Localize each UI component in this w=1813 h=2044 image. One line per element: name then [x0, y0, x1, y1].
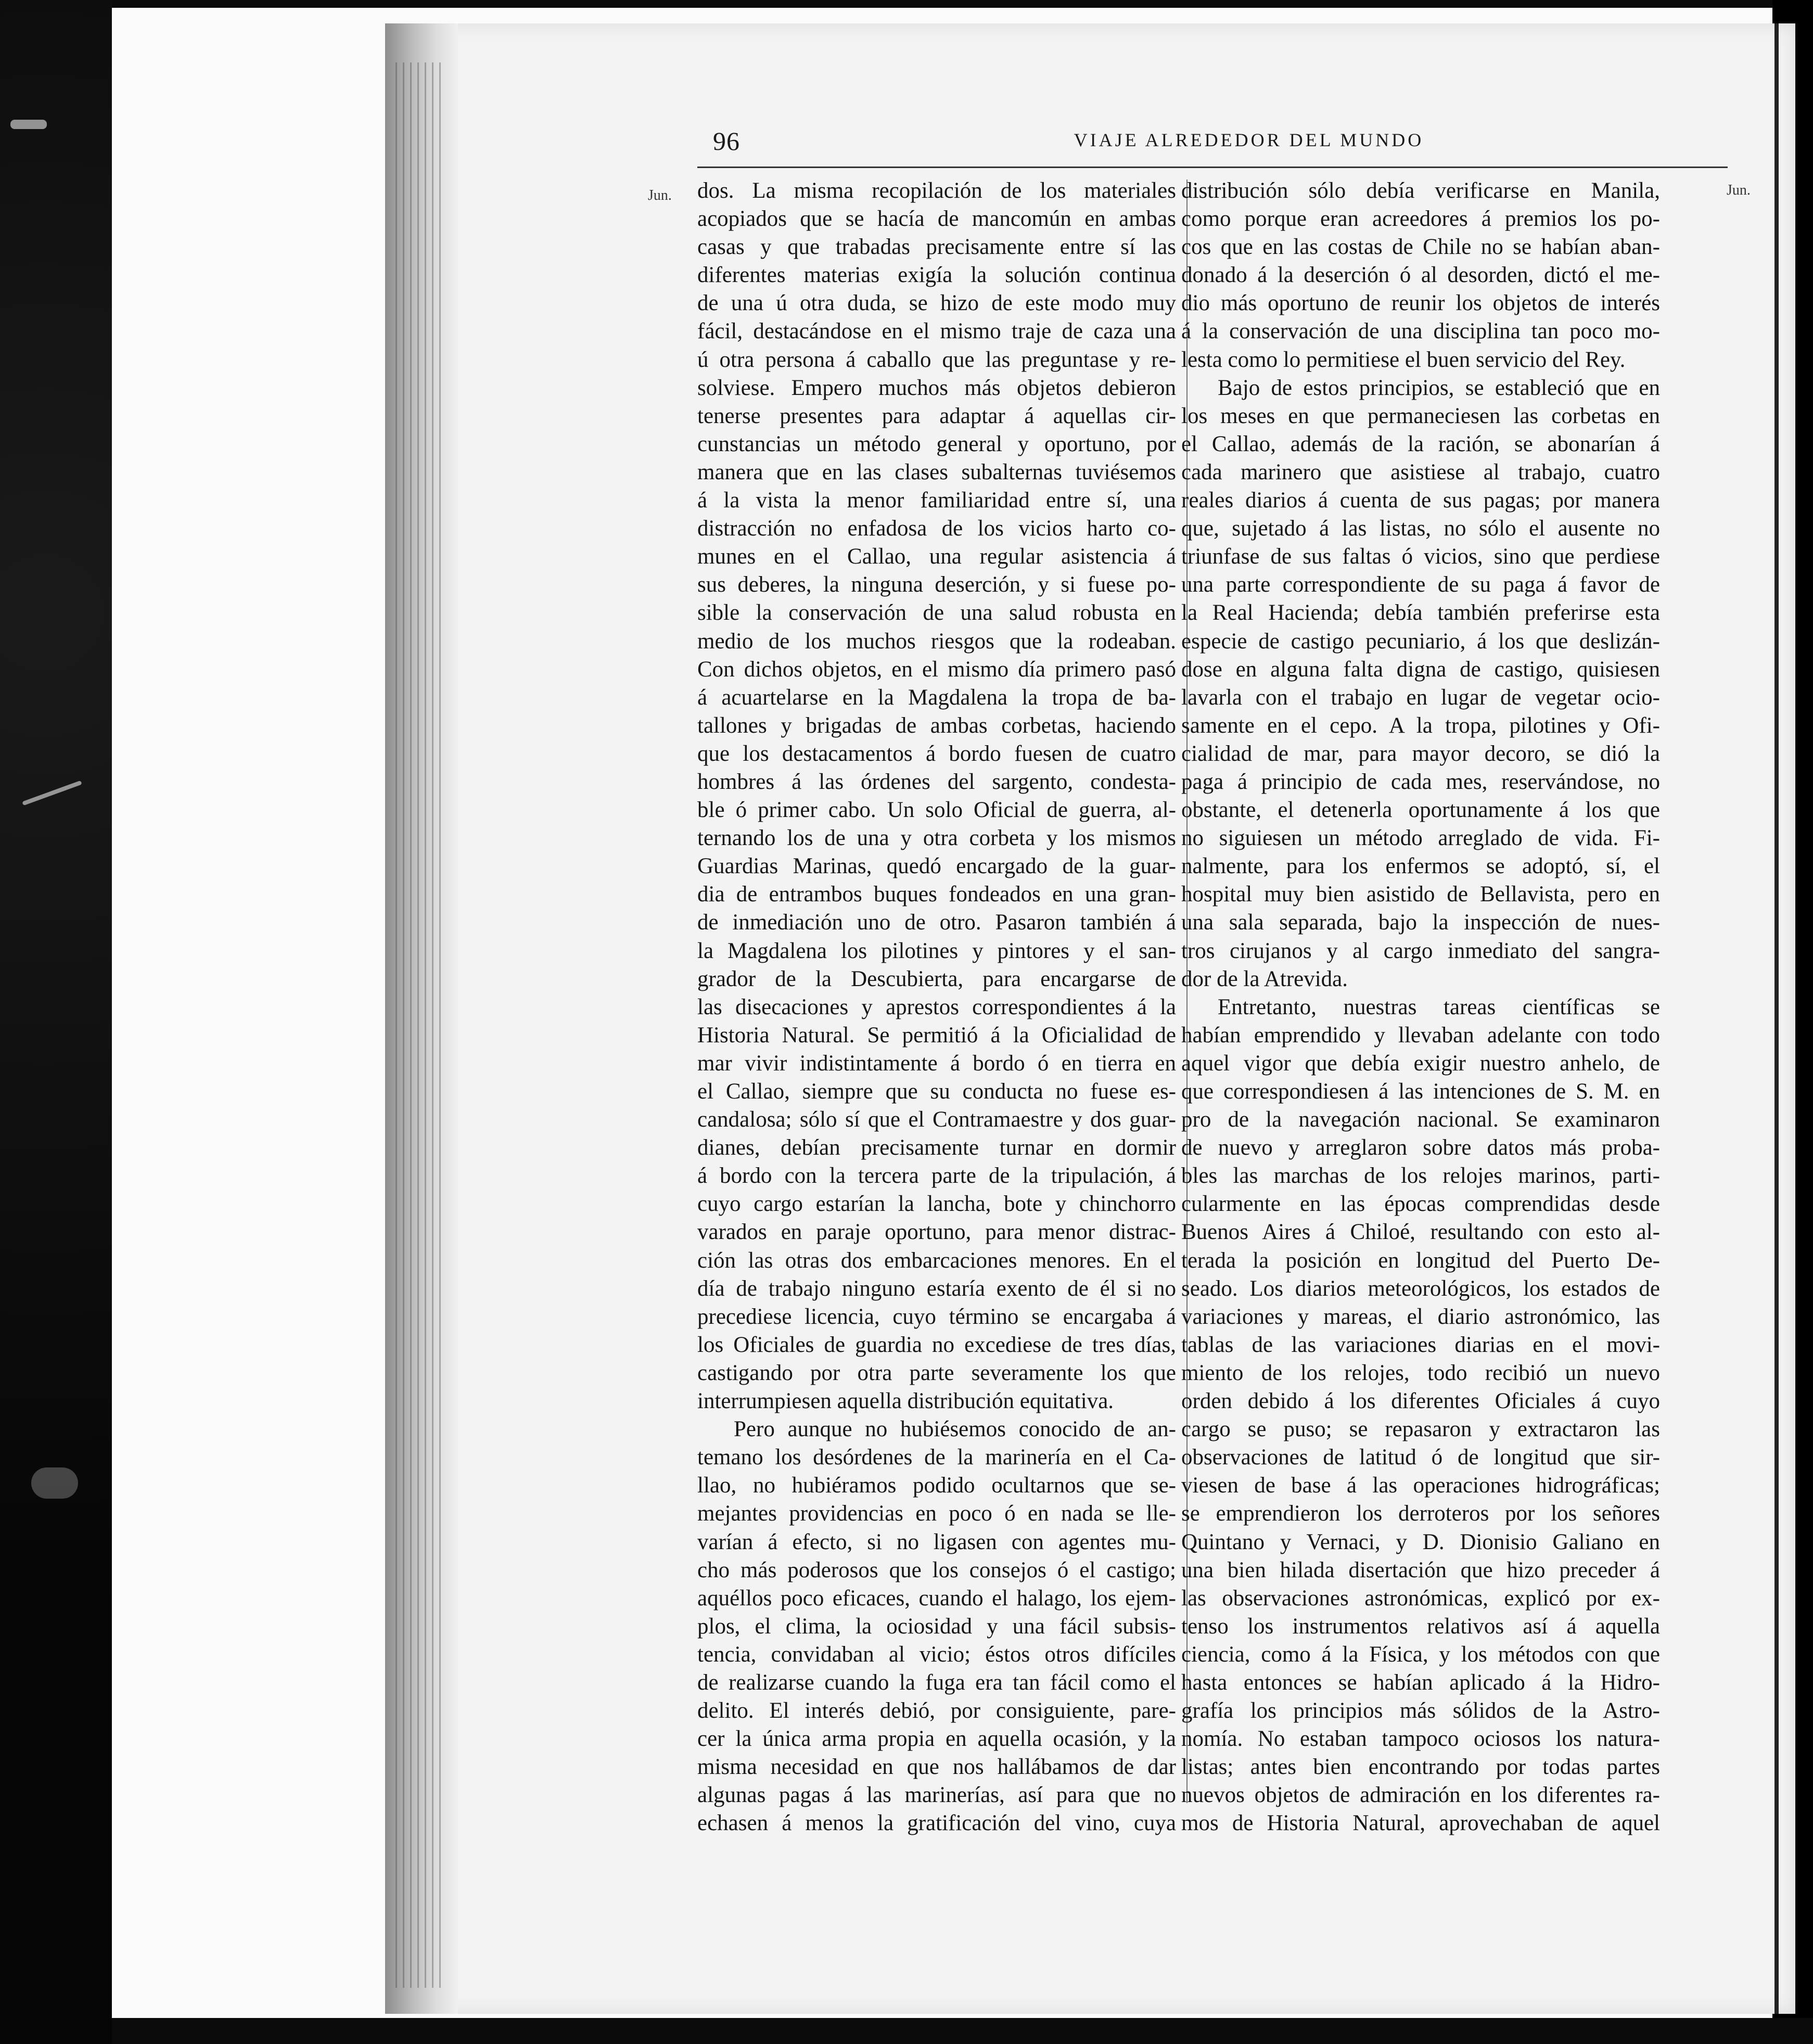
text-line: que, sujetado á las listas, no sólo el ausente no — [1181, 516, 1660, 541]
text-line: las observaciones astronómicas, explicó por ex- — [1181, 1586, 1660, 1611]
text-line: ción las otras dos embarcaciones menores. En el — [697, 1248, 1176, 1273]
text-line: que los destacamentos á bordo fuesen de cuatro — [697, 741, 1176, 766]
text-line: la Real Hacienda; debía también preferirse esta — [1181, 601, 1660, 625]
text-line: dose en alguna falta digna de castigo, quisiesen — [1181, 657, 1660, 682]
text-line: ú otra persona á caballo que las preguntase y re- — [697, 347, 1176, 372]
text-line: el Callao, siempre que su conducta no fuese es- — [697, 1079, 1176, 1104]
text-line: una sala separada, bajo la inspección de nues- — [1181, 910, 1660, 935]
text-line: Guardias Marinas, quedó encargado de la guar- — [697, 854, 1176, 879]
running-head — [697, 114, 1728, 156]
text-line: viesen de base á las operaciones hidrográficas; — [1181, 1473, 1660, 1498]
text-column-left — [697, 177, 1176, 1873]
text-line: grador de la Descubierta, para encargarse de — [697, 966, 1176, 991]
text-line: varados en paraje oportuno, para menor distrac- — [697, 1220, 1176, 1245]
text-line: aquel vigor que debía exigir nuestro anhelo, de — [1181, 1051, 1660, 1076]
text-line: Historia Natural. Se permitió á la Oficialidad de — [697, 1023, 1176, 1047]
text-line: habían emprendido y llevaban adelante con todo — [1181, 1023, 1660, 1047]
text-line: de inmediación uno de otro. Pasaron también á — [697, 910, 1176, 935]
text-line: los Oficiales de guardia no excediese de tres días, — [697, 1332, 1176, 1357]
text-line: bles las marchas de los relojes marinos, parti- — [1181, 1164, 1660, 1189]
text-line: dor de la Atrevida. — [1181, 966, 1348, 991]
text-line: á la vista la menor familiaridad entre sí, una — [697, 488, 1176, 513]
text-line: miento de los relojes, todo recibió un nuevo — [1181, 1360, 1660, 1385]
text-line: que correspondiesen á las intenciones de S. M. en — [1181, 1079, 1660, 1104]
text-column-right — [1181, 177, 1660, 1873]
page-number: 96 — [713, 126, 740, 156]
text-line: reales diarios á cuenta de sus pagas; por manera — [1181, 488, 1660, 513]
text-line: Buenos Aires á Chiloé, resultando con esto al- — [1181, 1220, 1660, 1245]
text-line: mejantes providencias en poco ó en nada se lle- — [697, 1501, 1176, 1526]
text-line: no siguiesen un método arreglado de vida. Fi- — [1181, 826, 1660, 851]
margin-note-left: Jun. — [648, 187, 672, 203]
text-line: una bien hilada disertación que hizo preceder á — [1181, 1557, 1660, 1582]
text-line: hospital muy bien asistido de Bellavista, pero en — [1181, 882, 1660, 907]
text-line: á la conservación de una disciplina tan poco mo- — [1181, 319, 1660, 344]
text-line: nomía. No estaban tampoco ociosos los natura- — [1181, 1727, 1660, 1752]
text-line: acopiados que se hacía de mancomún en ambas — [697, 207, 1176, 232]
running-title: VIAJE ALREDEDOR DEL MUNDO — [1074, 130, 1424, 150]
text-line: manera que en las clases subalternas tuviésemos — [697, 459, 1176, 484]
text-line: las disecaciones y aprestos correspondientes á la — [697, 994, 1176, 1019]
text-line: Pero aunque no hubiésemos conocido de an- — [734, 1417, 1176, 1442]
text-line: aquéllos poco eficaces, cuando el halago, los ejem- — [697, 1586, 1176, 1611]
text-line: se emprendieron los derroteros por los señores — [1181, 1501, 1660, 1526]
text-line: solviese. Empero muchos más objetos debieron — [697, 375, 1176, 400]
text-line: tallones y brigadas de ambas corbetas, haciendo — [697, 713, 1176, 738]
text-line: llao, no hubiéramos podido ocultarnos que se- — [697, 1473, 1176, 1498]
text-line: obstante, el detenerla oportunamente á los que — [1181, 798, 1660, 823]
text-line: de una ú otra duda, se hizo de este modo muy — [697, 291, 1176, 316]
text-line: candalosa; sólo sí que el Contramaestre y dos guar- — [697, 1107, 1176, 1132]
text-line: tenerse presentes para adaptar á aquellas cir- — [697, 403, 1176, 428]
text-line: orden debido á los diferentes Oficiales á cuyo — [1181, 1389, 1660, 1414]
text-line: especie de castigo pecuniario, á los que deslizán- — [1181, 629, 1660, 654]
text-line: medio de los muchos riesgos que la rodeaban. — [697, 629, 1176, 654]
text-line: terada la posición en longitud del Puerto De- — [1181, 1248, 1660, 1273]
text-line: como porque eran acreedores á premios los po- — [1181, 207, 1660, 232]
text-line: donado á la deserción ó al desorden, dictó el me- — [1181, 263, 1660, 288]
text-line: el Callao, además de la ración, se abonarían á — [1181, 431, 1660, 456]
text-line: ciencia, como á la Física, y los métodos con que — [1181, 1642, 1660, 1667]
text-line: á bordo con la tercera parte de la tripulación, á — [697, 1164, 1176, 1189]
scan-artifact — [31, 1467, 78, 1499]
header-rule — [697, 167, 1728, 168]
text-line: sible la conservación de una salud robusta en — [697, 601, 1176, 625]
text-line: precediese licencia, cuyo término se encargaba á — [697, 1304, 1176, 1329]
text-line: distracción no enfadosa de los vicios harto co- — [697, 516, 1176, 541]
text-line: interrumpiesen aquella distribución equitativa. — [697, 1389, 1114, 1414]
text-line: samente en el cepo. A la tropa, pilotines y Ofi- — [1181, 713, 1660, 738]
text-line: seado. Los diarios meteorológicos, los estados de — [1181, 1276, 1660, 1301]
text-line: listas; antes bien encontrando por todas partes — [1181, 1755, 1660, 1780]
text-line: Con dichos objetos, en el mismo día primero pasó — [697, 657, 1176, 682]
text-line: delito. El interés debió, por consiguiente, pare- — [697, 1698, 1176, 1723]
text-line: dia de entrambos buques fondeados en una gran- — [697, 882, 1176, 907]
text-line: los meses en que permaneciesen las corbetas en — [1181, 403, 1660, 428]
text-line: dos. La misma recopilación de los materiales — [697, 178, 1176, 203]
text-line: la Magdalena los pilotines y pintores y el san- — [697, 938, 1176, 963]
text-line: cunstancias un método general y oportuno, por — [697, 431, 1176, 456]
text-line: fácil, destacándose en el mismo traje de caza una — [697, 319, 1176, 344]
margin-note-right: Jun. — [1727, 182, 1751, 198]
text-line: variaciones y mareas, el diario astronómico, las — [1181, 1304, 1660, 1329]
text-line: temano los desórdenes de la marinería en el Ca- — [697, 1445, 1176, 1470]
text-line: paga á principio de cada mes, reservándose, no — [1181, 769, 1660, 794]
text-line: día de trabajo ninguno estaría exento de él si no — [697, 1276, 1176, 1301]
scanner-background-bottom — [112, 2018, 1813, 2044]
page-right-edge — [1774, 23, 1779, 2014]
text-line: Entretanto, nuestras tareas científicas se — [1218, 994, 1660, 1019]
text-line: de nuevo y arreglaron sobre datos más proba- — [1181, 1135, 1660, 1160]
text-line: ternando los de una y otra corbeta y los mismos — [697, 826, 1176, 851]
text-line: nuevos objetos de admiración en los diferentes ra- — [1181, 1783, 1660, 1808]
text-line: diferentes materias exigía la solución continua — [697, 263, 1176, 288]
text-line: hombres á las órdenes del sargento, condesta- — [697, 769, 1176, 794]
text-line: tros cirujanos y al cargo inmediato del sangra- — [1181, 938, 1660, 963]
scan-artifact — [10, 120, 47, 129]
text-line: varían á efecto, si no ligasen con agentes mu- — [697, 1529, 1176, 1554]
text-line: mar vivir indistintamente á bordo ó en tierra en — [697, 1051, 1176, 1076]
text-line: triunfase de sus faltas ó vicios, sino que perdiese — [1181, 544, 1660, 569]
text-line: lesta como lo permitiese el buen servicio del Rey. — [1181, 347, 1626, 372]
text-line: distribución sólo debía verificarse en Manila, — [1181, 178, 1660, 203]
text-line: plos, el clima, la ociosidad y una fácil subsis- — [697, 1614, 1176, 1639]
text-line: algunas pagas á las marinerías, así para que no — [697, 1783, 1176, 1808]
text-line: Quintano y Vernaci, y D. Dionisio Galiano en — [1181, 1529, 1660, 1554]
text-line: echasen á menos la gratificación del vino, cuya — [697, 1811, 1176, 1836]
text-line: Bajo de estos principios, se estableció que en — [1218, 375, 1660, 400]
text-line: tablas de las variaciones diarias en el movi- — [1181, 1332, 1660, 1357]
scanner-background-left — [0, 0, 112, 2044]
text-line: cho más poderosos que los consejos ó el castigo; — [697, 1557, 1176, 1582]
text-line: cargo se puso; se repasaron y extractaron las — [1181, 1417, 1660, 1442]
text-line: hasta entonces se habían aplicado á la Hidro- — [1181, 1670, 1660, 1695]
text-line: mos de Historia Natural, aprovechaban de aquel — [1181, 1811, 1660, 1836]
text-line: tencia, convidaban al vicio; éstos otros difíciles — [697, 1642, 1176, 1667]
text-line: cada marinero que asistiese al trabajo, cuatro — [1181, 459, 1660, 484]
text-line: ble ó primer cabo. Un solo Oficial de guerra, al- — [697, 798, 1176, 823]
text-line: dianes, debían precisamente turnar en dormir — [697, 1135, 1176, 1160]
text-line: observaciones de latitud ó de longitud que sir- — [1181, 1445, 1660, 1470]
text-line: munes en el Callao, una regular asistencia á — [697, 544, 1176, 569]
text-line: dio más oportuno de reunir los objetos de interés — [1181, 291, 1660, 316]
text-line: casas y que trabadas precisamente entre sí las — [697, 235, 1176, 260]
text-line: sus deberes, la ninguna deserción, y si fuese po- — [697, 572, 1176, 597]
text-line: cuyo cargo estarían la lancha, bote y chinchorro — [697, 1192, 1176, 1217]
text-line: misma necesidad en que nos hallábamos de dar — [697, 1755, 1176, 1780]
page-edge-lines — [395, 62, 442, 1988]
text-line: cer la única arma propia en aquella ocasión, y la — [697, 1727, 1176, 1752]
text-line: á acuartelarse en la Magdalena la tropa de ba- — [697, 685, 1176, 710]
text-line: pro de la navegación nacional. Se examinaron — [1181, 1107, 1660, 1132]
text-line: cos que en las costas de Chile no se habían aban- — [1181, 235, 1660, 260]
text-line: lavarla con el trabajo en lugar de vegetar ocio- — [1181, 685, 1660, 710]
text-line: tenso los instrumentos relativos así á aquella — [1181, 1614, 1660, 1639]
text-line: grafía los principios más sólidos de la Astro- — [1181, 1698, 1660, 1723]
text-line: castigando por otra parte severamente los que — [697, 1360, 1176, 1385]
text-line: cularmente en las épocas comprendidas desde — [1181, 1192, 1660, 1217]
text-line: cialidad de mar, para mayor decoro, se dió la — [1181, 741, 1660, 766]
text-line: una parte correspondiente de su paga á favor de — [1181, 572, 1660, 597]
text-line: nalmente, para los enfermos se adoptó, sí, el — [1181, 854, 1660, 879]
text-line: de realizarse cuando la fuga era tan fácil como el — [697, 1670, 1176, 1695]
